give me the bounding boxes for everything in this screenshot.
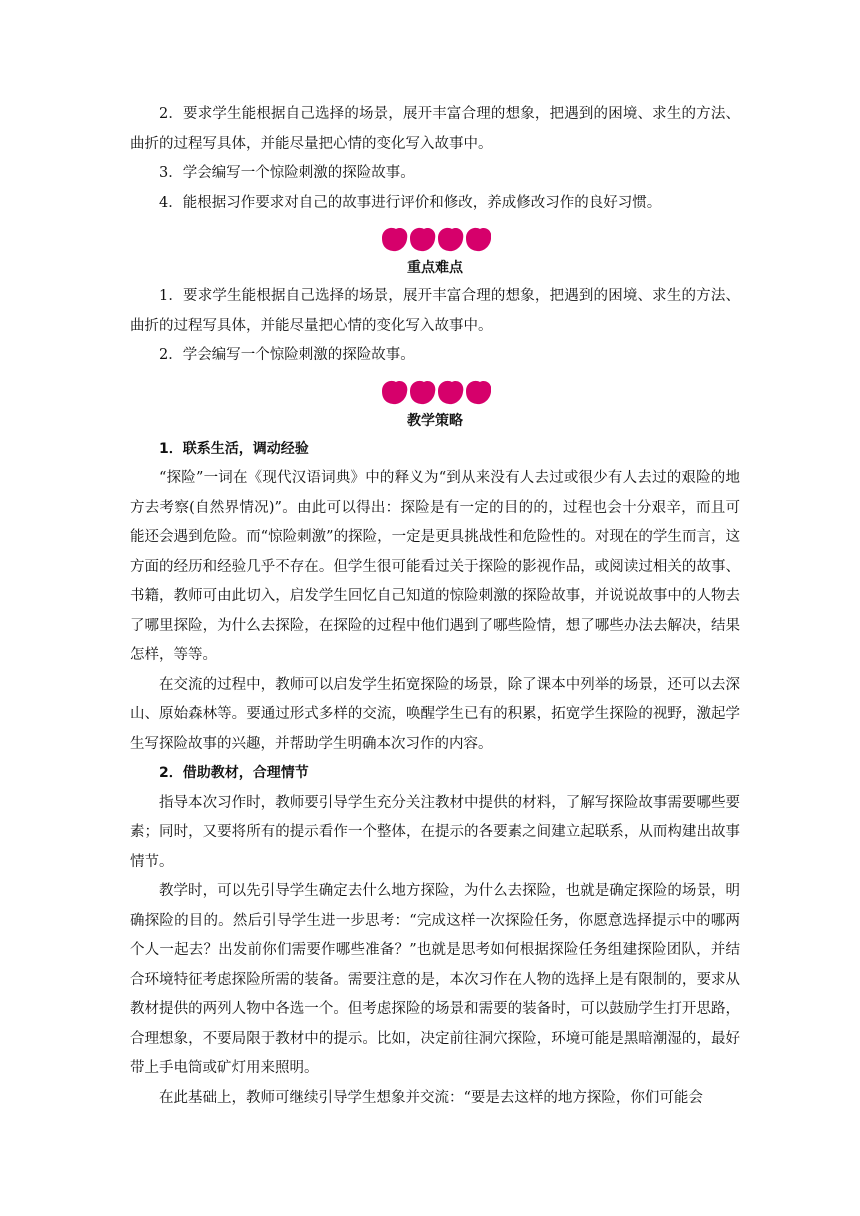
petal-divider-icon <box>130 377 740 407</box>
strategy-subtitle-1: 1．联系生活，调动经验 <box>159 440 309 457</box>
strategy-subtitle-2: 2．借助教材，合理情节 <box>159 765 309 781</box>
petal-divider-graphic <box>379 224 491 254</box>
strategy-paragraph: 在交流的过程中，教师可以启发学生拓宽探险的场景，除了课本中列举的场景，还可以去深山、原始森林等。要通过形式多样的交流，唤醒学生已有的积累，拓宽学生探险的视野，激起学生写探险故事的兴趣，并帮助学生明确本次习作的内容。 <box>130 676 740 752</box>
strategy-paragraph: 指导本次习作时，教师要引导学生充分关注教材中提供的材料，了解写探险故事需要哪些要素；同时，又要将所有的提示看作一个整体，在提示的各要素之间建立起联系，从而构建出故事情节。 <box>130 794 740 870</box>
key-point-item-2: 2．学会编写一个惊险刺激的探险故事。 <box>159 347 415 363</box>
objective-item-2: 2．要求学生能根据自己选择的场景，展开丰富合理的想象，把遇到的困境、求生的方法、曲折的过程写具体，并能尽量把心情的变化写入故事中。 <box>130 106 740 152</box>
strategy-paragraph: “探险”一词在《现代汉语词典》中的释义为“到从来没有人去过或很少有人去过的艰险的地方去考察(自然界情况)”。由此可以得出：探险是有一定的目的的，过程也会十分艰辛，而且可能还会遇到危险。而“惊险刺激”的探险，一定是更具挑战性和危险性的。对现在的学生而言，这方面的经历和经验几乎不存在。但学生很可能看过关于探险的影视作品，或阅读过相关的故事、书籍，教师可由此切入，启发学生回忆自己知道的惊险刺激的探险故事，并说说故事中的人物去了哪里探险，为什么去探险，在探险的过程中他们遇到了哪些险情，想了哪些办法去解决，结果怎样，等等。 <box>130 470 740 663</box>
section-title-key-points: 重点难点 <box>407 260 463 276</box>
petal-divider-icon <box>130 224 740 254</box>
strategy-paragraph: 教学时，可以先引导学生确定去什么地方探险，为什么去探险，也就是确定探险的场景，明确探险的目的。然后引导学生进一步思考：“完成这样一次探险任务，你愿意选择提示中的哪两个人一起去？出发前你们需要作哪些准备？”也就是思考如何根据探险任务组建探险团队，并结合环境特征考虑探险所需的装备。需要注意的是，本次习作在人物的选择上是有限制的，要求从教材提供的两列人物中各选一个。但考虑探险的场景和需要的装备时，可以鼓励学生打开思路，合理想象，不要局限于教材中的提示。比如，决定前往洞穴探险，环境可能是黑暗潮湿的，最好带上手电筒或矿灯用来照明。 <box>130 883 740 1076</box>
petal-divider-graphic <box>379 377 491 407</box>
objective-item-4: 4．能根据习作要求对自己的故事进行评价和修改，养成修改习作的良好习惯。 <box>159 194 662 211</box>
objective-item-3: 3．学会编写一个惊险刺激的探险故事。 <box>159 165 415 181</box>
key-point-item-1: 1．要求学生能根据自己选择的场景，展开丰富合理的想象，把遇到的困境、求生的方法、曲折的过程写具体，并能尽量把心情的变化写入故事中。 <box>130 288 740 334</box>
document-body <box>130 100 740 1113</box>
strategy-paragraph: 在此基础上，教师可继续引导学生想象并交流：“要是去这样的地方探险，你们可能会 <box>159 1089 703 1106</box>
section-title-strategy: 教学策略 <box>407 412 463 429</box>
